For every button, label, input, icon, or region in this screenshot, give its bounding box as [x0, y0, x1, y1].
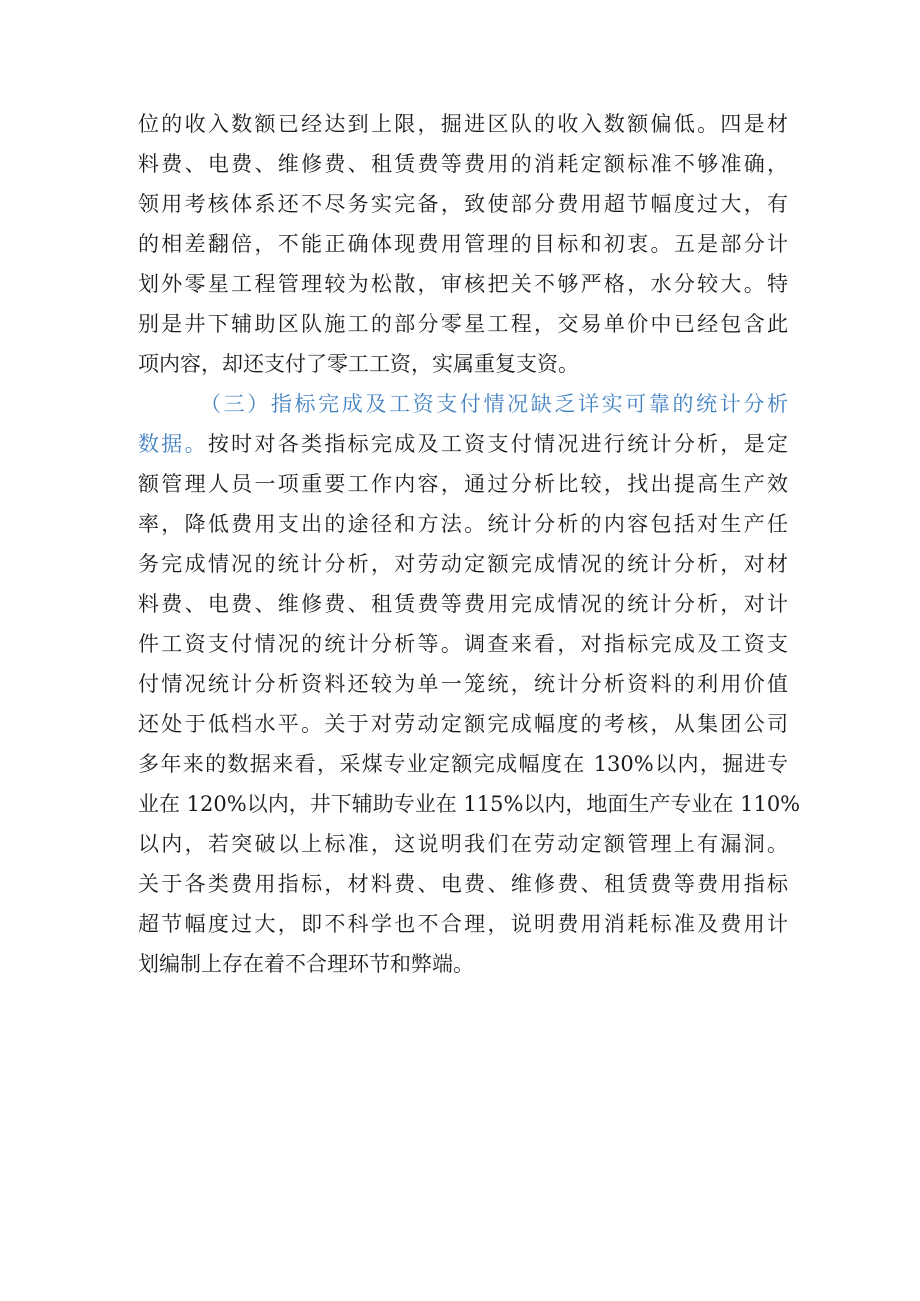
body-text-segment: 按时对各类指标完成及工资支付情况进行统计分析，是定 — [207, 432, 788, 456]
body-text-line: 业在 120%以内，井下辅助专业在 115%以内，地面生产专业在 110% — [138, 792, 801, 816]
body-text-line — [138, 424, 788, 464]
body-text-line: 额管理人员一项重要工作内容，通过分析比较，找出提高生产效 — [138, 472, 788, 496]
body-text-line: 件工资支付情况的统计分析等。调查来看，对指标完成及工资支 — [138, 632, 788, 656]
body-text-line: 务完成情况的统计分析，对劳动定额完成情况的统计分析，对材 — [138, 552, 788, 576]
body-text-line: 料费、电费、维修费、租赁费等费用的消耗定额标准不够准确， — [138, 152, 788, 176]
body-text-line: 关于各类费用指标，材料费、电费、维修费、租赁费等费用指标 — [138, 872, 788, 896]
section-heading: （三）指标完成及工资支付情况缺乏详实可靠的统计分析 — [200, 392, 788, 416]
body-text-line: 付情况统计分析资料还较为单一笼统，统计分析资料的利用价值 — [138, 672, 788, 696]
body-text-line: 超节幅度过大，即不科学也不合理，说明费用消耗标准及费用计 — [138, 912, 788, 936]
section-heading-end: 数据。 — [138, 432, 208, 456]
body-text-line: 别是井下辅助区队施工的部分零星工程，交易单价中已经包含此 — [138, 312, 788, 336]
body-text-line: 划外零星工程管理较为松散，审核把关不够严格，水分较大。特 — [138, 272, 788, 296]
document-body — [138, 104, 801, 984]
body-text-line: 以内，若突破以上标准，这说明我们在劳动定额管理上有漏洞。 — [138, 832, 788, 856]
body-text-line: 领用考核体系还不尽务实完备，致使部分费用超节幅度过大，有 — [138, 192, 788, 216]
body-text-line: 项内容，却还支付了零工工资，实属重复支资。 — [138, 352, 579, 376]
body-text-line: 的相差翻倍，不能正确体现费用管理的目标和初衷。五是部分计 — [138, 232, 788, 256]
body-text-line: 位的收入数额已经达到上限，掘进区队的收入数额偏低。四是材 — [138, 112, 788, 136]
body-text-line: 率，降低费用支出的途径和方法。统计分析的内容包括对生产任 — [138, 512, 788, 536]
body-text-line: 还处于低档水平。关于对劳动定额完成幅度的考核，从集团公司 — [138, 712, 788, 736]
body-text-line: 料费、电费、维修费、租赁费等费用完成情况的统计分析，对计 — [138, 592, 788, 616]
body-text-line: 划编制上存在着不合理环节和弊端。 — [138, 952, 474, 976]
body-text-line: 多年来的数据来看，采煤专业定额完成幅度在 130%以内，掘进专 — [138, 752, 788, 776]
